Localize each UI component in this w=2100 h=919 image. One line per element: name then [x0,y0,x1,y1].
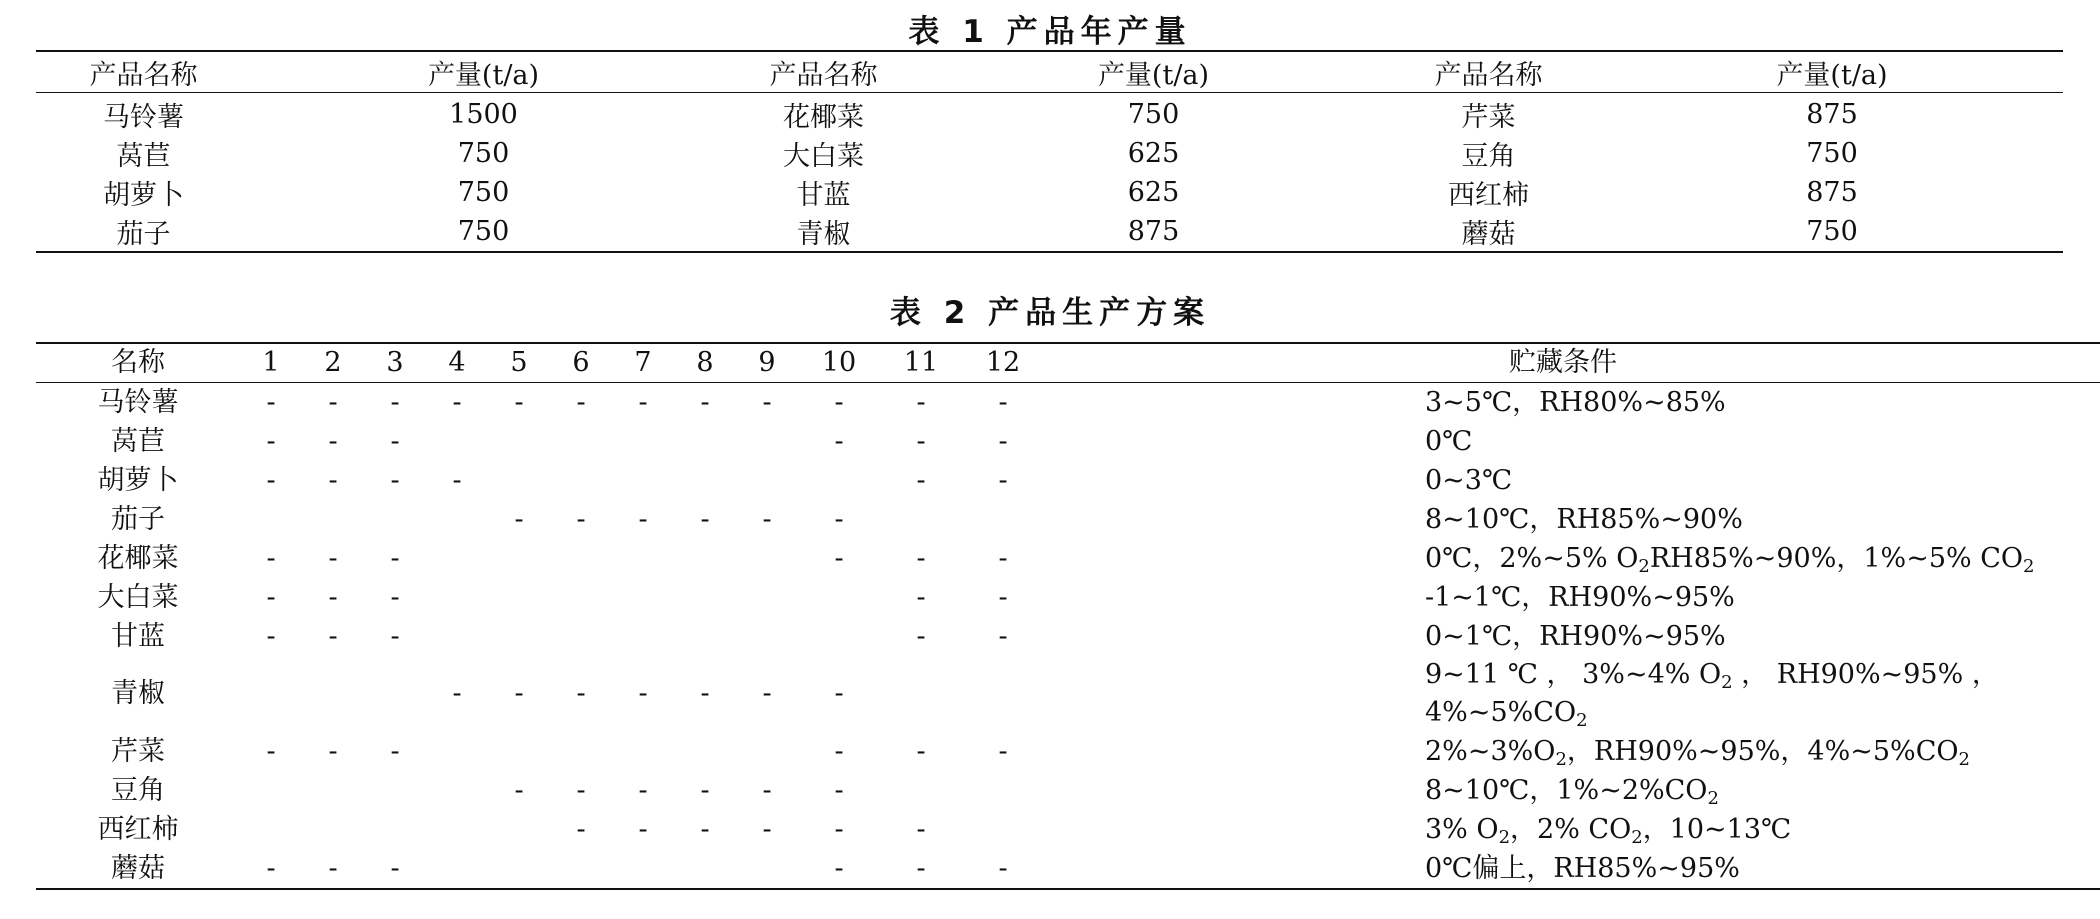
table1-cell: 750 [1127,99,1180,130]
table2-month-mark [550,578,612,617]
table2-month-mark [488,578,550,617]
table1-cell: 青椒 [796,219,851,250]
table2-month-mark [736,849,798,889]
table2-month-mark: - [700,678,710,709]
table2-storage-condition: 8~10℃，RH85%~90% [1425,503,1743,535]
table2-header-month: 3 [364,343,426,383]
table2-month-mark: - [998,852,1008,884]
table1-header-cell: 产品名称 [36,51,251,93]
table2-month-mark [962,656,1044,732]
table2-month-mark: - [328,464,338,496]
table2-storage-condition: 0℃偏上，RH85%~95% [1425,852,1740,884]
table2-product-name: 西红柿 [97,813,179,845]
table2-spacer [1044,732,1423,771]
table2-month-mark [674,732,736,771]
table1-header-row [36,51,2063,93]
table2-row [36,810,2100,849]
table2-row [36,500,2100,539]
table2-month-mark [736,422,798,461]
table1-cell: 875 [1127,216,1180,247]
table2-product-name: 蘑菇 [111,852,165,884]
table1-header-cell: 产量(t/a) [1601,51,2063,93]
table2-month-mark [488,422,550,461]
table2-month-mark [550,422,612,461]
table2-month-mark [426,617,488,656]
table2-month-mark: - [834,852,844,884]
table2-month-mark: - [328,542,338,574]
production-plan-table [36,342,2100,890]
table2-storage-condition: 3% $O_2$，2% $CO_2$，10~13℃ [1425,813,1792,848]
table1-cell: 750 [1806,216,1858,247]
table2-month-mark [426,849,488,889]
table2-month-mark: - [266,464,276,496]
table1-cell: 750 [457,177,510,208]
table2-month-mark [736,732,798,771]
table2-month-mark: - [998,425,1008,457]
table2-month-mark [364,810,426,849]
table2-month-mark: - [266,581,276,613]
table2-month-mark: - [328,735,338,767]
table2-row [36,578,2100,617]
table2-month-mark: - [266,735,276,767]
table2-month-mark [426,422,488,461]
table2-month-mark: - [762,813,772,845]
table2-month-mark [550,617,612,656]
table2-month-mark: - [638,678,648,709]
table2-month-mark: - [762,678,772,709]
table2-month-mark: - [700,813,710,845]
table2-month-mark: - [998,386,1008,418]
table2-month-mark: - [514,774,524,806]
table2-spacer [1044,422,1423,461]
table1-cell: 大白菜 [783,141,864,172]
table2-month-mark: - [834,425,844,457]
table2-month-mark: - [700,386,710,418]
table2-month-mark: - [328,852,338,884]
table2-month-mark: - [998,581,1008,613]
table2-month-mark: - [514,503,524,535]
table1-cell: 胡萝卜 [103,180,184,211]
table2-row [36,771,2100,810]
table2-month-mark: - [916,620,926,652]
table2-row [36,732,2100,771]
table2-product-name: 莴苣 [111,425,165,457]
table2-product-name: 马铃薯 [97,386,179,418]
table2-month-mark: - [916,425,926,457]
table1-cell: 花椰菜 [783,102,864,133]
table2-month-mark: - [834,813,844,845]
table2-header-month: 12 [962,343,1044,383]
table1-cell: 马铃薯 [103,102,184,133]
table2-month-mark [550,461,612,500]
table2-month-mark [962,810,1044,849]
table2-month-mark: - [834,542,844,574]
table2-header-month: 4 [426,343,488,383]
table2-product-name: 青椒 [111,678,165,709]
table2-month-mark: - [576,813,586,845]
table2-product-name: 茄子 [111,503,165,535]
table2-month-mark: - [452,678,462,709]
table2-header-condition: 贮藏条件 [1423,343,2100,383]
table2-month-mark: - [916,464,926,496]
table2-month-mark: - [916,852,926,884]
table2-month-mark: - [638,386,648,418]
table2-header-month: 5 [488,343,550,383]
table2-month-mark: - [998,735,1008,767]
table2-month-mark [736,539,798,578]
table2-month-mark: - [638,774,648,806]
table2-month-mark: - [390,464,400,496]
table1-row [36,93,2063,135]
table2-spacer [1044,500,1423,539]
table2-header-month: 11 [880,343,962,383]
table2-month-mark [302,500,364,539]
table2-product-name: 豆角 [111,774,165,806]
table2-month-mark [426,539,488,578]
table2-row [36,539,2100,578]
table2-month-mark [736,461,798,500]
table2-month-mark [880,771,962,810]
table2-month-mark: - [998,542,1008,574]
table2-month-mark: - [576,678,586,709]
table2-month-mark [426,732,488,771]
table2-month-mark: - [762,503,772,535]
table2-row [36,422,2100,461]
table2-spacer [1044,383,1423,423]
table2-caption: 表 2 产品生产方案 [889,295,1211,331]
table2-month-mark: - [328,581,338,613]
table2-spacer [1044,578,1423,617]
table2-header-month: 1 [240,343,302,383]
table2-month-mark [550,849,612,889]
table2-month-mark [674,461,736,500]
table1-cell: 甘蓝 [796,180,851,211]
table2-storage-condition: 0℃ [1425,425,1473,457]
table2-month-mark [364,500,426,539]
table2-month-mark [550,539,612,578]
table2-month-mark: - [638,813,648,845]
table2-month-mark [488,810,550,849]
table2-month-mark [426,810,488,849]
table2-month-mark: - [390,735,400,767]
table2-header-spacer [1044,343,1423,383]
table2-month-mark: - [390,852,400,884]
table2-month-mark: - [390,620,400,652]
table2-month-mark: - [762,386,772,418]
table1-row [36,173,2063,212]
table1-header-cell: 产品名称 [716,51,931,93]
table2-month-mark: - [762,774,772,806]
table1-header-cell: 产品名称 [1376,51,1601,93]
table2-spacer [1044,461,1423,500]
table2-month-mark [550,732,612,771]
table2-month-mark [880,656,962,732]
table2-month-mark: - [514,678,524,709]
table2-spacer [1044,617,1423,656]
table2-month-mark: - [328,620,338,652]
table2-month-mark: - [576,774,586,806]
table2-month-mark [674,422,736,461]
table2-month-mark: - [266,620,276,652]
table2-month-mark [302,810,364,849]
table2-header-row [36,343,2100,383]
table1-cell: 西红柿 [1448,180,1529,211]
table1-header-cell: 产量(t/a) [931,51,1376,93]
table2-month-mark [302,771,364,810]
table1-cell: 1500 [449,99,518,130]
table2-month-mark [364,771,426,810]
table2-month-mark: - [998,464,1008,496]
table2-month-mark: - [266,425,276,457]
table2-month-mark [240,656,302,732]
table2-header-name: 名称 [36,343,240,383]
table2-month-mark: - [328,386,338,418]
table2-month-mark: - [514,386,524,418]
table2-product-name: 芹菜 [111,735,165,767]
table2-row [36,656,2100,732]
table2-month-mark [612,732,674,771]
table2-month-mark [736,617,798,656]
table2-month-mark: - [452,464,462,496]
table1-cell: 莴苣 [116,141,171,172]
table2-month-mark: - [266,386,276,418]
annual-output-table [36,50,2063,253]
table2-month-mark: - [834,774,844,806]
table1-header-cell: 产量(t/a) [251,51,716,93]
table2-product-name: 花椰菜 [97,542,179,574]
table2-month-mark [798,461,880,500]
table2-storage-condition: 0℃，2%~5% $O_2RH85\%\sim 90\%$，1%~5% $CO_2$ [1425,542,2035,577]
table1-cell: 875 [1806,177,1858,208]
table2-storage-condition: 0~3℃ [1425,464,1513,496]
table2-month-mark [880,500,962,539]
table2-spacer [1044,849,1423,889]
table2-month-mark [488,849,550,889]
table2-row [36,617,2100,656]
table2-month-mark [240,771,302,810]
table2-month-mark: - [834,386,844,418]
table2-month-mark: - [834,503,844,535]
table2-month-mark [674,849,736,889]
table1-cell: 芹菜 [1461,102,1516,133]
table2-month-mark [488,732,550,771]
table2-header-month: 2 [302,343,364,383]
table2-header-month: 7 [612,343,674,383]
table2-month-mark: - [700,503,710,535]
table1-cell: 蘑菇 [1461,219,1516,250]
table1-row [36,134,2063,173]
table2-month-mark [240,500,302,539]
table2-month-mark [612,422,674,461]
table2-month-mark [798,578,880,617]
table2-month-mark: - [916,581,926,613]
table2-row [36,461,2100,500]
table2-storage-condition: 9~11 ℃ ， 3%~4% $O_2$ ， RH90%~95% ， $4\%\sim 5\%CO_2$ [1423,656,2100,732]
table2-month-mark [674,617,736,656]
table2-month-mark: - [638,503,648,535]
table2-month-mark: - [328,425,338,457]
table1-cell: 875 [1806,99,1858,130]
table2-month-mark [488,539,550,578]
table2-month-mark [962,500,1044,539]
table2-spacer [1044,810,1423,849]
table1-cell: 750 [457,138,510,169]
table2-month-mark: - [576,503,586,535]
table1-cell: 625 [1127,138,1180,169]
table2-storage-condition: 3~5℃，RH80%~85% [1425,386,1726,418]
table2-month-mark: - [834,735,844,767]
table2-storage-condition: 8~10℃，$1\%\sim 2\%CO_2$ [1425,774,1719,809]
table2-month-mark: - [452,386,462,418]
table2-row [36,849,2100,889]
table2-month-mark: - [700,774,710,806]
table2-month-mark [674,578,736,617]
table1-cell: 豆角 [1461,141,1516,172]
table2-month-mark [488,461,550,500]
table2-header-month: 6 [550,343,612,383]
table2-month-mark [426,500,488,539]
table1-cell: 750 [457,216,510,247]
table2-month-mark [364,656,426,732]
table2-storage-condition: $2\%\sim 3\%O_2$，RH90%~95%，$4\%\sim 5\%CO_2$ [1425,735,1970,770]
table2-month-mark: - [390,386,400,418]
table2-month-mark: - [390,425,400,457]
table2-month-mark: - [998,620,1008,652]
table2-storage-condition: -1~1℃，RH90%~95% [1425,581,1735,613]
table1-row [36,212,2063,252]
table2-row [36,383,2100,423]
table2-month-mark [612,617,674,656]
table2-month-mark [798,617,880,656]
table1-caption: 表 1 产品年产量 [908,14,1192,50]
table2-month-mark: - [390,542,400,574]
table2-month-mark [612,539,674,578]
table2-product-name: 胡萝卜 [97,464,179,496]
table2-storage-condition-line2: $4\%\sim 5\%CO_2$ [1425,697,1588,731]
table2-month-mark: - [266,542,276,574]
table2-spacer [1044,771,1423,810]
table2-month-mark: - [266,852,276,884]
table2-month-mark [302,656,364,732]
table2-storage-condition: 0~1℃，RH90%~95% [1425,620,1726,652]
table2-month-mark [674,539,736,578]
table2-month-mark: - [834,678,844,709]
table2-spacer [1044,656,1423,732]
table2-header-month: 8 [674,343,736,383]
table2-month-mark: - [916,813,926,845]
table2-month-mark [612,578,674,617]
table1-cell: 茄子 [116,219,171,250]
table2-month-mark [240,810,302,849]
table2-month-mark [962,771,1044,810]
table1-cell: 625 [1127,177,1180,208]
table2-month-mark: - [916,735,926,767]
table1-cell: 750 [1806,138,1858,169]
table2-month-mark [612,461,674,500]
table2-body [36,383,2100,890]
table2-month-mark: - [916,542,926,574]
table2-header-month: 9 [736,343,798,383]
table2-spacer [1044,539,1423,578]
table2-month-mark [488,617,550,656]
table2-month-mark [736,578,798,617]
table2-product-name: 大白菜 [97,581,179,613]
table2-month-mark: - [576,386,586,418]
table2-month-mark [426,578,488,617]
table2-month-mark: - [916,386,926,418]
table2-month-mark [426,771,488,810]
table2-month-mark [612,849,674,889]
table2-month-mark: - [390,581,400,613]
table2-product-name: 甘蓝 [111,620,165,652]
table1-body [36,93,2063,253]
table2-header-month: 10 [798,343,880,383]
